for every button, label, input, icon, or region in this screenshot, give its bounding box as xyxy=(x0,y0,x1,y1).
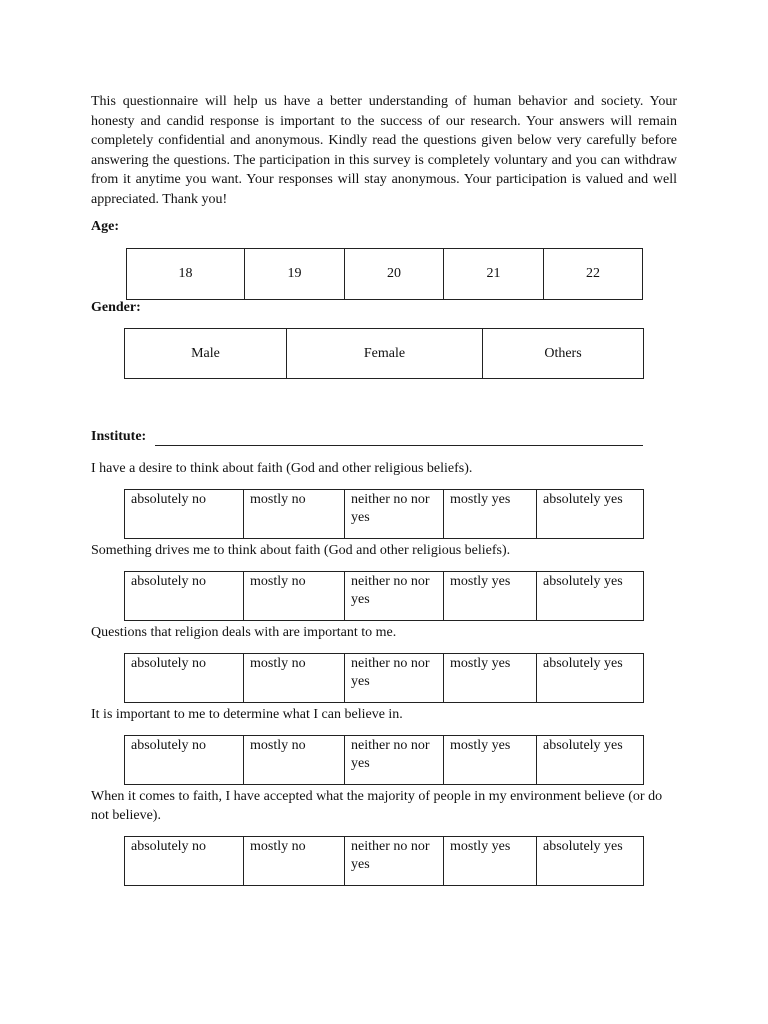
gender-option-male[interactable]: Male xyxy=(125,329,287,379)
question-5: When it comes to faith, I have accepted what the majority of people in my environment believe (or do not believe). xyxy=(91,789,663,823)
q4-neither[interactable]: neither no nor yes xyxy=(345,736,444,785)
institute-label: Institute: xyxy=(91,429,147,444)
age-label: Age: xyxy=(91,219,119,234)
q3-neither[interactable]: neither no nor yes xyxy=(345,654,444,703)
question-1: I have a desire to think about faith (God and other religious beliefs). xyxy=(91,461,473,476)
age-option-19[interactable]: 19 xyxy=(245,249,345,300)
q1-mostly-no[interactable]: mostly no xyxy=(244,490,345,539)
q3-absolutely-yes[interactable]: absolutely yes xyxy=(537,654,644,703)
question-4: It is important to me to determine what I can believe in. xyxy=(91,707,403,722)
age-option-18[interactable]: 18 xyxy=(127,249,245,300)
likert-table-1 xyxy=(124,489,644,539)
q5-mostly-no[interactable]: mostly no xyxy=(244,837,345,886)
q3-mostly-yes[interactable]: mostly yes xyxy=(444,654,537,703)
q5-absolutely-no[interactable]: absolutely no xyxy=(125,837,244,886)
q5-absolutely-yes[interactable]: absolutely yes xyxy=(537,837,644,886)
age-option-21[interactable]: 21 xyxy=(444,249,544,300)
question-2: Something drives me to think about faith (God and other religious beliefs). xyxy=(91,543,511,558)
q2-mostly-no[interactable]: mostly no xyxy=(244,572,345,621)
q1-absolutely-yes[interactable]: absolutely yes xyxy=(537,490,644,539)
gender-option-others[interactable]: Others xyxy=(483,329,644,379)
age-option-20[interactable]: 20 xyxy=(345,249,444,300)
q4-absolutely-yes[interactable]: absolutely yes xyxy=(537,736,644,785)
q1-mostly-yes[interactable]: mostly yes xyxy=(444,490,537,539)
q4-absolutely-no[interactable]: absolutely no xyxy=(125,736,244,785)
gender-options-table xyxy=(124,328,644,379)
likert-table-5 xyxy=(124,836,644,886)
likert-table-3 xyxy=(124,653,644,703)
q2-mostly-yes[interactable]: mostly yes xyxy=(444,572,537,621)
q4-mostly-yes[interactable]: mostly yes xyxy=(444,736,537,785)
age-options-table xyxy=(126,248,643,300)
q2-neither[interactable]: neither no nor yes xyxy=(345,572,444,621)
gender-option-female[interactable]: Female xyxy=(287,329,483,379)
q2-absolutely-yes[interactable]: absolutely yes xyxy=(537,572,644,621)
institute-input-line[interactable] xyxy=(155,445,643,446)
q1-neither[interactable]: neither no nor yes xyxy=(345,490,444,539)
age-option-22[interactable]: 22 xyxy=(544,249,643,300)
q5-neither[interactable]: neither no nor yes xyxy=(345,837,444,886)
likert-table-2 xyxy=(124,571,644,621)
intro-paragraph: This questionnaire will help us have a better understanding of human behavior and society. Your honesty and candid response is important to the success of our research. Your answers will remain completely confidential and anonymous. Kindly read the questions given below very carefully before answering the questions. The participation in this survey is completely voluntary and you can withdraw from it anytime you want. Your responses will stay anonymous. Your participation is valued and well appreciated. Thank you! xyxy=(91,94,677,207)
q3-mostly-no[interactable]: mostly no xyxy=(244,654,345,703)
q3-absolutely-no[interactable]: absolutely no xyxy=(125,654,244,703)
q4-mostly-no[interactable]: mostly no xyxy=(244,736,345,785)
gender-label: Gender: xyxy=(91,300,141,315)
question-3: Questions that religion deals with are important to me. xyxy=(91,625,397,640)
q1-absolutely-no[interactable]: absolutely no xyxy=(125,490,244,539)
q5-mostly-yes[interactable]: mostly yes xyxy=(444,837,537,886)
q2-absolutely-no[interactable]: absolutely no xyxy=(125,572,244,621)
likert-table-4 xyxy=(124,735,644,785)
